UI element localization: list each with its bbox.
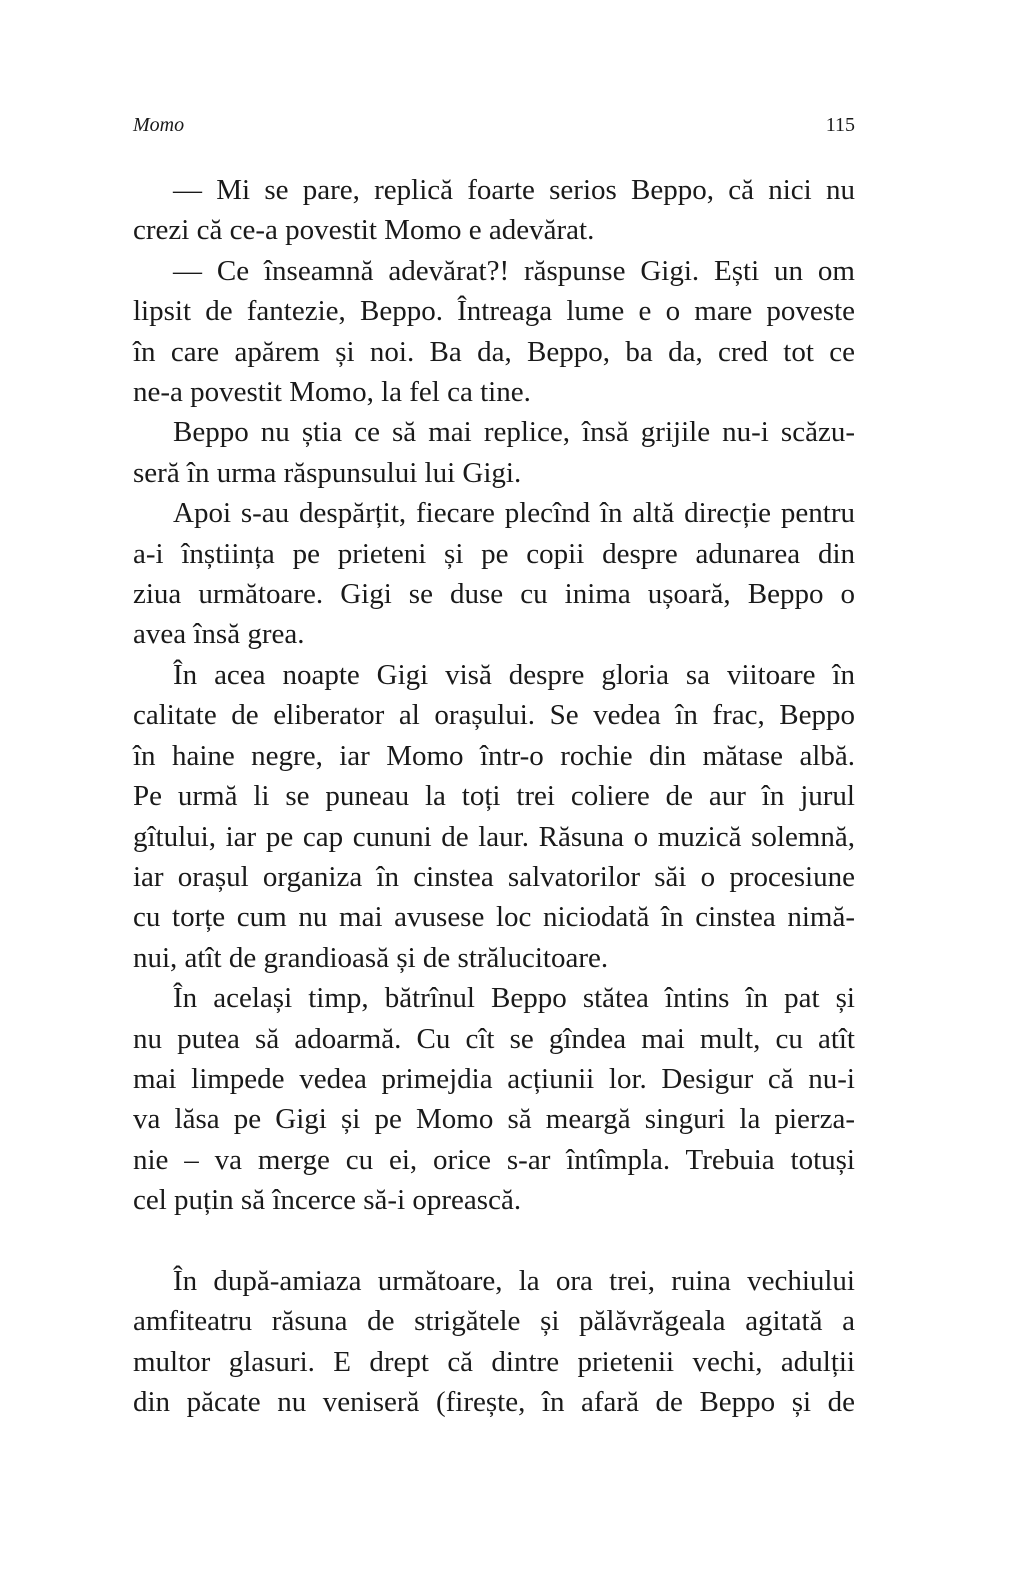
text-line: lipsit de fantezie, Beppo. Întreaga lume e o mare poveste (133, 295, 855, 328)
running-head-title: Momo (133, 114, 185, 136)
text-line: nui, atît de grandioasă și de strălucitoare. (133, 941, 609, 974)
text-line: seră în urma răspunsului lui Gigi. (133, 456, 522, 489)
text-line: cu torțe cum nu mai avusese loc niciodată în cinstea nimă- (133, 901, 855, 934)
text-line: cel puțin să încerce să-i oprească. (133, 1184, 522, 1217)
text-line: — Ce înseamnă adevărat?! răspunse Gigi. Ești un om (173, 254, 855, 287)
running-head (133, 114, 855, 144)
text-line: ziua următoare. Gigi se duse cu inima ușoară, Beppo o (133, 578, 855, 611)
paragraph (133, 655, 855, 978)
text-line: În acea noapte Gigi visă despre gloria sa viitoare în (173, 658, 855, 691)
paragraph (133, 170, 855, 251)
paragraph (133, 1261, 855, 1423)
text-line: a-i înștiința pe prieteni și pe copii despre adunarea din (133, 537, 855, 570)
text-line: multor glasuri. E drept că dintre prietenii vechi, adulții (133, 1345, 855, 1378)
text-line: În după-amiaza următoare, la ora trei, ruina vechiului (173, 1264, 855, 1297)
text-line: mai limpede vedea primejdia acțiunii lor. Desigur că nu-i (133, 1062, 855, 1095)
text-line: calitate de eliberator al orașului. Se vedea în frac, Beppo (133, 699, 855, 732)
text-line: în haine negre, iar Momo într-o rochie din mătase albă. (133, 739, 855, 772)
paragraph (133, 251, 855, 413)
text-line: — Mi se pare, replică foarte serios Beppo, că nici nu (173, 174, 855, 206)
paragraph (133, 978, 855, 1220)
text-line: În același timp, bătrînul Beppo stătea întins în pat și (173, 982, 855, 1015)
page-number: 115 (825, 114, 855, 136)
text-line: Apoi s-au despărțit, fiecare plecînd în altă direcție pentru (173, 497, 855, 530)
text-line: avea însă grea. (133, 618, 305, 651)
text-line: nie – va merge cu ei, orice s-ar întîmpla. Trebuia totuși (133, 1143, 855, 1176)
body-text (133, 170, 855, 1423)
text-line: ne-a povestit Momo, la fel ca tine. (133, 376, 531, 409)
paragraph (133, 412, 855, 493)
text-line: crezi că ce-a povestit Momo e adevărat. (133, 214, 595, 247)
text-line: amfiteatru răsuna de strigătele și pălăvrăgeala agitată a (133, 1305, 855, 1338)
paragraph (133, 493, 855, 655)
text-line: din păcate nu veniseră (firește, în afară de Beppo și de (133, 1386, 855, 1419)
text-line: Beppo nu știa ce să mai replice, însă grijile nu-i scăzu- (173, 416, 855, 449)
text-line: în care apărem și noi. Ba da, Beppo, ba da, cred tot ce (133, 335, 855, 368)
text-line: gîtului, iar pe cap cununi de laur. Răsuna o muzică solemnă, (133, 820, 855, 853)
text-line: va lăsa pe Gigi și pe Momo să meargă singuri la pierza- (133, 1103, 855, 1136)
text-line: iar orașul organiza în cinstea salvatorilor săi o procesiune (133, 860, 855, 893)
text-line: nu putea să adoarmă. Cu cît se gîndea mai mult, cu atît (133, 1022, 855, 1055)
text-line: Pe urmă li se puneau la toți trei coliere de aur în jurul (133, 780, 855, 813)
